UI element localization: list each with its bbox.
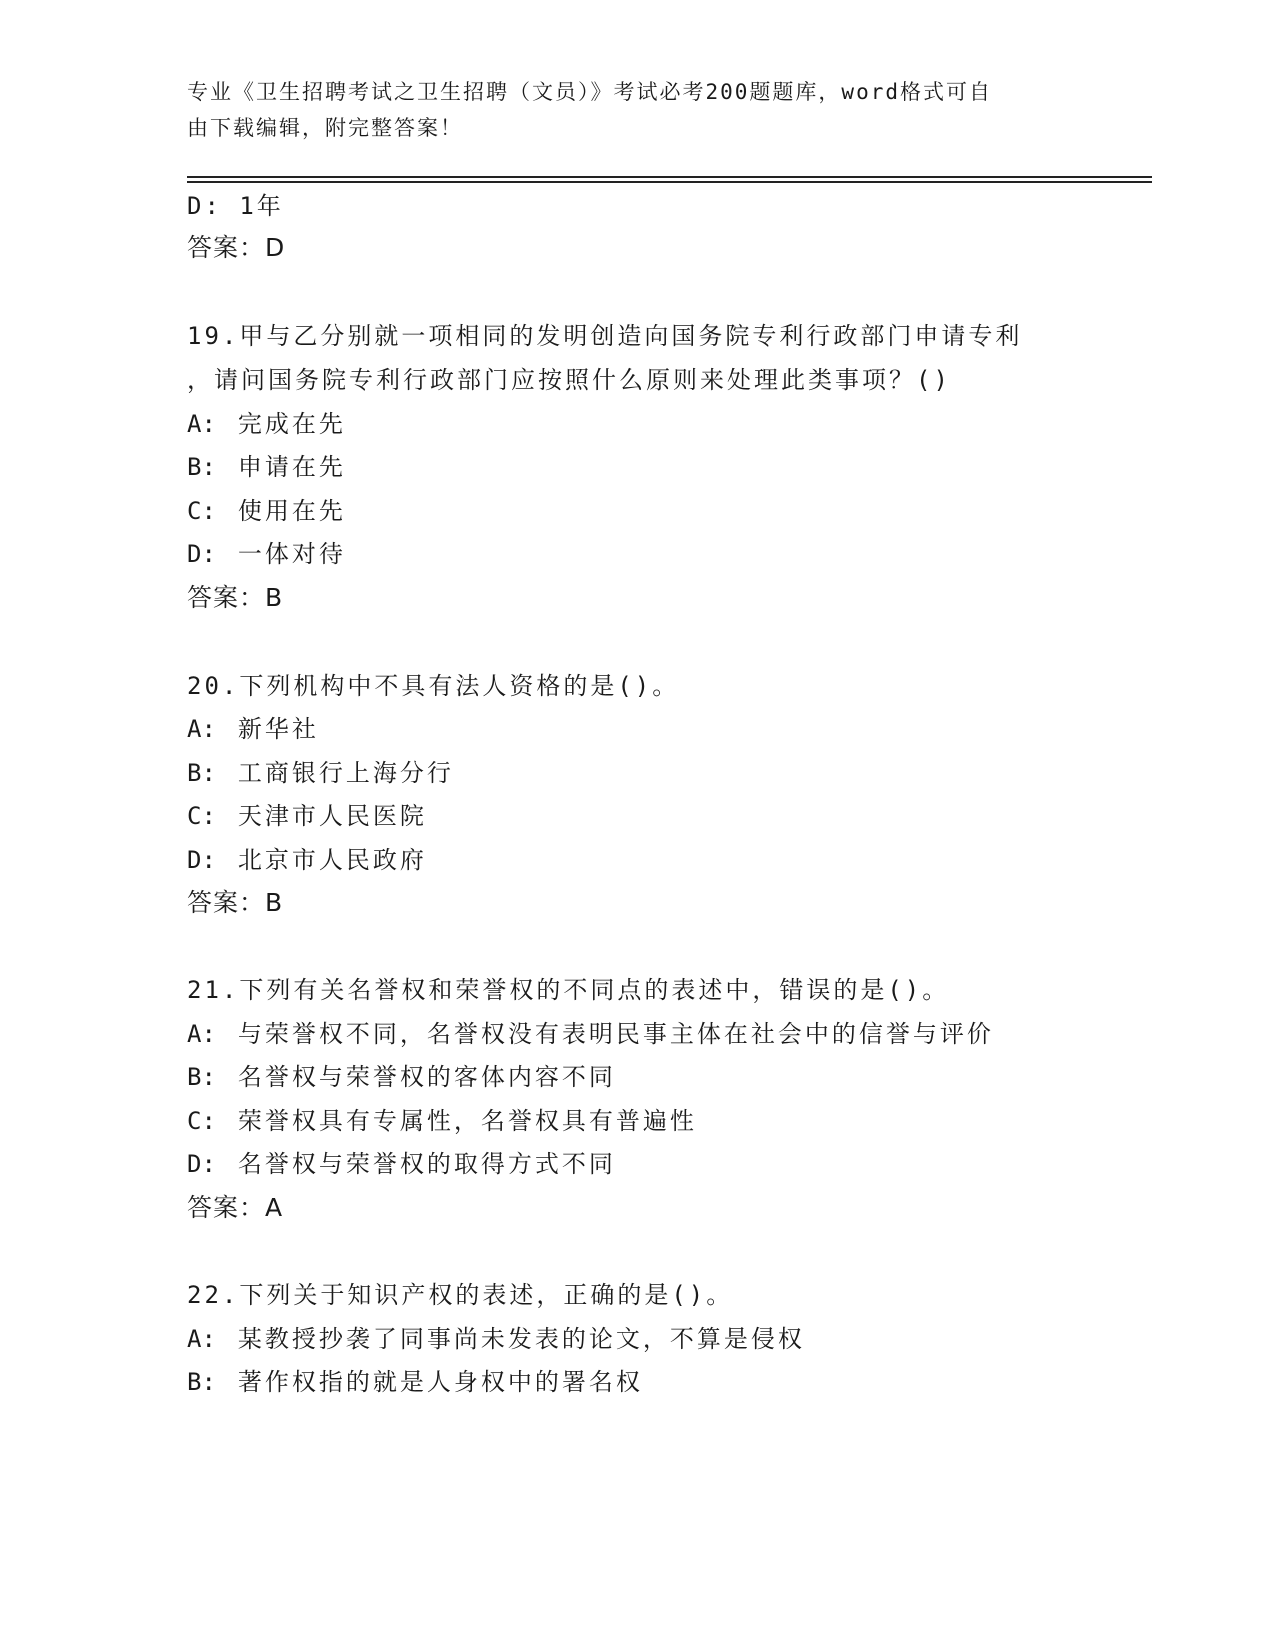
header-divider-top [187,176,1152,178]
q20-stem: 20.下列机构中不具有法人资格的是()。 [187,672,680,700]
option-text: 申请在先 [237,453,346,481]
option-key: A: [187,410,216,438]
q21-answer: 答案：A [187,1193,284,1222]
q21-option-a [187,1018,994,1050]
q20-option-b [187,757,454,789]
option-text: 新华社 [237,715,319,743]
prev-option-d: D: 1年 [187,192,284,220]
option-key: B: [187,1368,216,1396]
option-key: B: [187,759,216,787]
header-divider-bottom [187,181,1152,183]
option-key: B: [187,453,216,481]
q19-option-b [187,451,346,483]
q22-option-b [187,1366,643,1398]
option-text: 北京市人民政府 [237,846,427,874]
header-line-2: 由下载编辑，附完整答案！ [187,116,463,140]
option-text: 荣誉权具有专属性，名誉权具有普遍性 [237,1107,697,1135]
q22-stem: 22.下列关于知识产权的表述，正确的是()。 [187,1281,734,1309]
option-key: B: [187,1063,216,1091]
document-header [187,74,1067,146]
option-text: 天津市人民医院 [237,802,427,830]
option-key: A: [187,1325,216,1353]
q20-option-d [187,844,427,876]
q20-answer: 答案：B [187,888,284,917]
q20-option-a [187,713,319,745]
option-key: C: [187,1107,216,1135]
q21-option-b [187,1061,616,1093]
q19-option-c [187,495,346,527]
prev-answer: 答案：D [187,233,286,262]
q19-option-a [187,408,346,440]
option-key: D: [187,1150,216,1178]
option-key: D: [187,540,216,568]
option-text: 名誉权与荣誉权的客体内容不同 [237,1063,616,1091]
q22-option-a [187,1323,805,1355]
q19-stem-line-1: 19.甲与乙分别就一项相同的发明创造向国务院专利行政部门申请专利 [187,322,1023,350]
header-line-1: 专业《卫生招聘考试之卫生招聘（文员）》考试必考200题题库，word格式可自 [187,80,992,104]
option-key: C: [187,497,216,525]
q21-option-d [187,1148,616,1180]
q19-stem-line-2: ，请问国务院专利行政部门应按照什么原则来处理此类事项？() [187,366,951,394]
option-key: D: [187,846,216,874]
option-text: 著作权指的就是人身权中的署名权 [237,1368,643,1396]
option-text: 一体对待 [237,540,346,568]
q20-option-c [187,800,427,832]
option-text: 某教授抄袭了同事尚未发表的论文，不算是侵权 [237,1325,805,1353]
q21-option-c [187,1105,697,1137]
option-text: 使用在先 [237,497,346,525]
q21-stem: 21.下列有关名誉权和荣誉权的不同点的表述中，错误的是()。 [187,976,950,1004]
option-text: 名誉权与荣誉权的取得方式不同 [237,1150,616,1178]
q19-answer: 答案：B [187,583,284,612]
option-text: 与荣誉权不同，名誉权没有表明民事主体在社会中的信誉与评价 [237,1020,994,1048]
option-key: A: [187,1020,216,1048]
option-key: C: [187,802,216,830]
q19-option-d [187,538,346,570]
option-text: 工商银行上海分行 [237,759,454,787]
option-key: A: [187,715,216,743]
option-text: 完成在先 [237,410,346,438]
